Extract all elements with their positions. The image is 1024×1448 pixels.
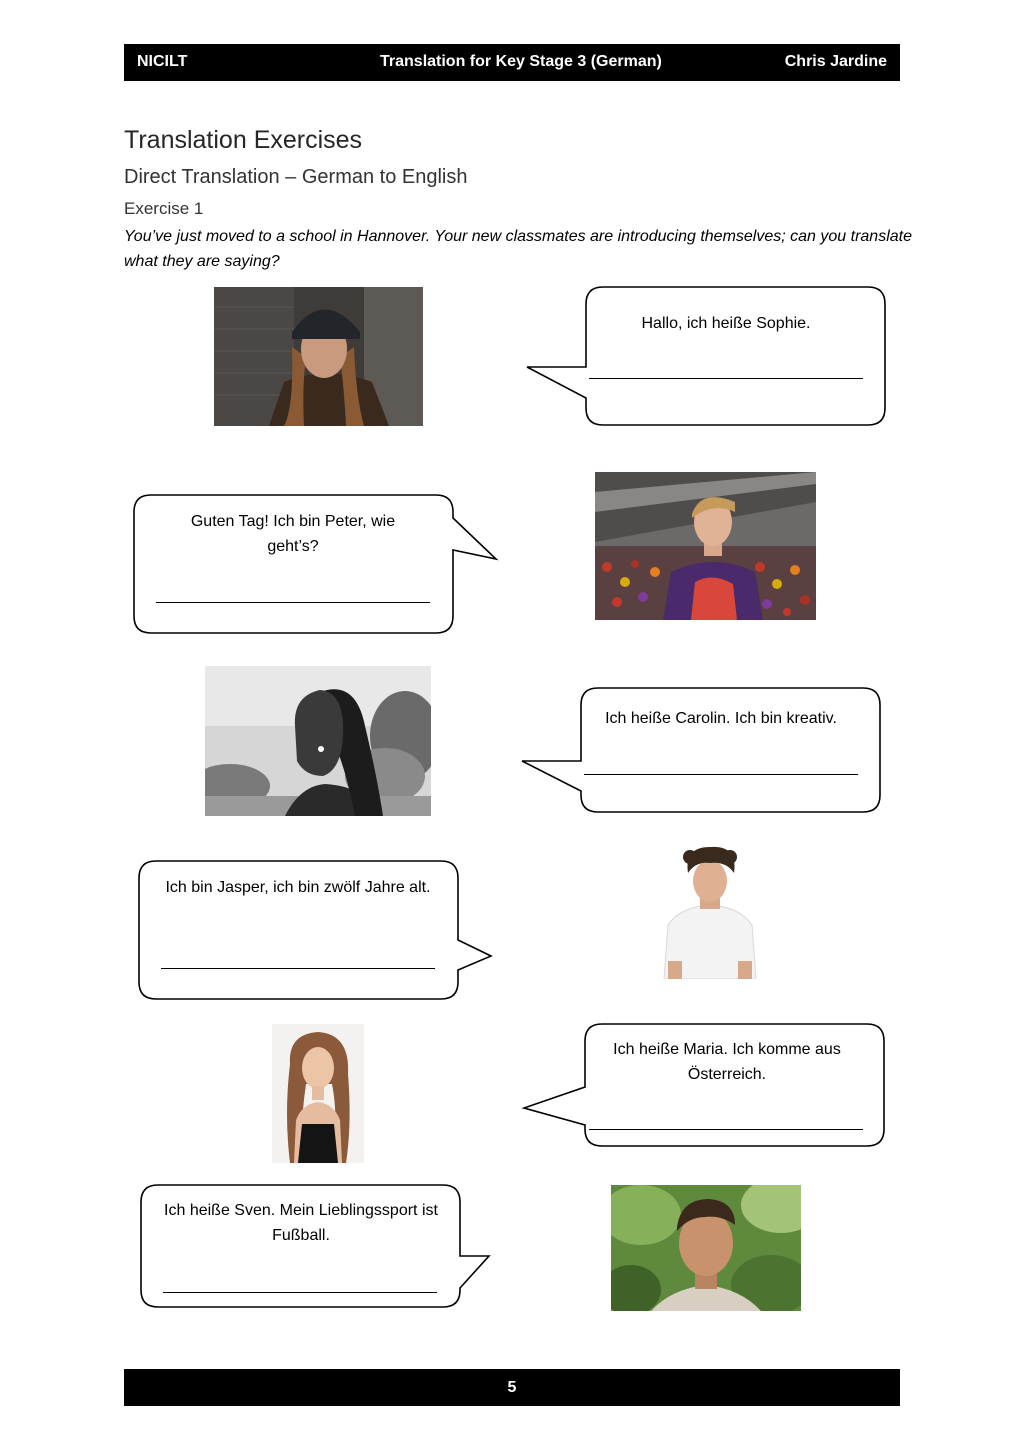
photo-jasper <box>660 843 760 979</box>
header-org: NICILT <box>137 53 188 70</box>
photo-carolin <box>205 666 431 816</box>
bubble-text-carolin: Ich heiße Carolin. Ich bin kreativ. <box>605 710 837 727</box>
photo-maria <box>272 1024 364 1163</box>
answer-line-maria <box>589 1129 863 1130</box>
header-title: Translation for Key Stage 3 (German) <box>380 53 662 70</box>
footer-bar <box>124 1369 900 1406</box>
bubble-text-sven: Ich heiße Sven. Mein Lieblingssport ist Fußball. <box>164 1202 438 1244</box>
photo-peter <box>595 472 816 620</box>
bubble-text-jasper: Ich bin Jasper, ich bin zwölf Jahre alt. <box>165 879 431 896</box>
bubble-text-peter: Guten Tag! Ich bin Peter, wie geht’s? <box>190 513 396 555</box>
header-author: Chris Jardine <box>784 53 887 70</box>
header-bar <box>124 44 900 81</box>
bubble-text-sophie: Hallo, ich heiße Sophie. <box>641 315 811 332</box>
answer-line-sven <box>163 1292 437 1293</box>
page-title: Translation Exercises <box>124 126 363 154</box>
bubble-text-maria: Ich heiße Maria. Ich komme aus Österreich. <box>613 1041 841 1083</box>
answer-line-jasper <box>161 968 435 969</box>
speech-bubble-sophie <box>526 286 888 428</box>
answer-line-sophie <box>589 378 863 379</box>
instructions: You’ve just moved to a school in Hannover. Your new classmates are introducing themselves; can you translate what they are saying? <box>124 228 912 270</box>
answer-line-peter <box>156 602 430 603</box>
photo-sophie <box>214 287 423 426</box>
exercise-label: Exercise 1 <box>124 199 204 218</box>
section-subtitle: Direct Translation – German to English <box>124 166 468 188</box>
photo-sven <box>611 1185 801 1311</box>
page-number: 5 <box>507 1379 517 1396</box>
answer-line-carolin <box>584 774 858 775</box>
